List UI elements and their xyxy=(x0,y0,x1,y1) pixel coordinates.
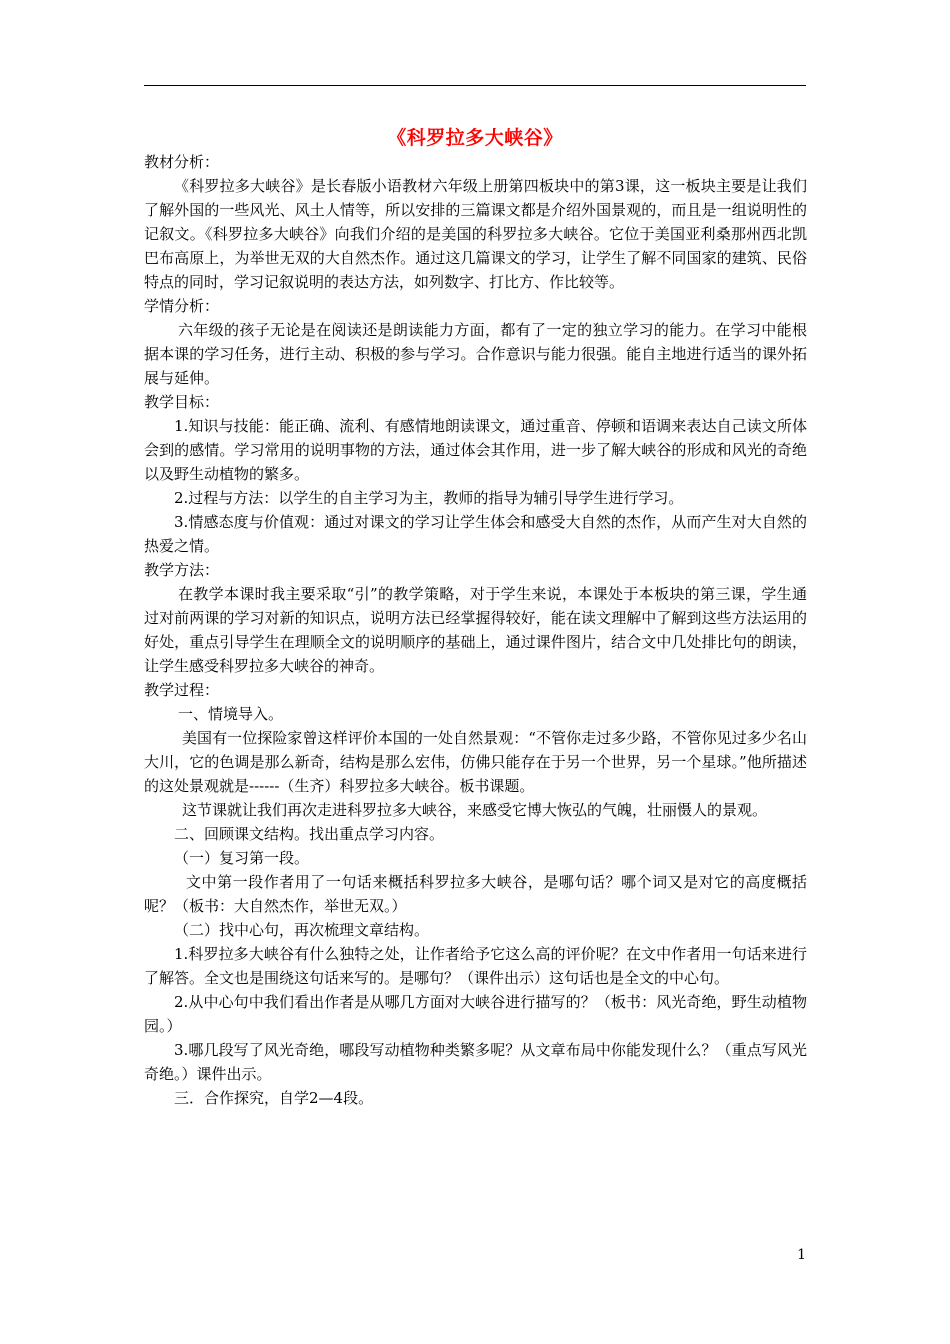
paragraph-step-2-question-1: 1.科罗拉多大峡谷有什么独特之处，让作者给予它这么高的评价呢？在文中作者用一句话来进行了解答。全文也是围绕这句话来写的。是哪句？（课件出示）这句话也是全文的中心句。 xyxy=(144,945,807,987)
paragraph-step-2-part-1-body: 文中第一段作者用了一句话来概括科罗拉多大峡谷，是哪句话？哪个词又是对它的高度概括呢？（板书：大自然杰作，举世无双。） xyxy=(144,873,807,915)
paragraph-step-2-question-3: 3.哪几段写了风光奇绝，哪段写动植物种类繁多呢？从文章布局中你能发现什么？（重点写风光奇绝。）课件出示。 xyxy=(144,1041,807,1083)
paragraph-textbook-analysis: 《科罗拉多大峡谷》是长春版小语教材六年级上册第四板块中的第3课，这一板块主要是让我们了解外国的一些风光、风土人情等，所以安排的三篇课文都是介绍外国景观的，而且是一组说明性的记叙文。《科罗拉多大峡谷》向我们介绍的是美国的科罗拉多大峡谷。它位于美国亚利桑那州西北凯巴布高原上，为举世无双的大自然杰作。通过这几篇课文的学习，让学生了解不同国家的建筑、民俗特点的同时，学习记叙说明的表达方法，如列数字、打比方、作比较等。 xyxy=(144,177,807,291)
paragraph-goal-3: 3.情感态度与价值观：通过对课文的学习让学生体会和感受大自然的杰作，从而产生对大自然的热爱之情。 xyxy=(144,513,807,555)
paragraph-step-1-closing: 这节课就让我们再次走进科罗拉多大峡谷，来感受它博大恢弘的气魄，壮丽慑人的景观。 xyxy=(182,801,768,819)
paragraph-learner-analysis: 六年级的孩子无论是在阅读还是朗读能力方面，都有了一定的独立学习的能力。在学习中能根据本课的学习任务，进行主动、积极的参与学习。合作意识与能力很强。能自主地进行适当的课外拓展与延伸。 xyxy=(144,321,807,387)
paragraph-step-2-heading: 二、回顾课文结构。找出重点学习内容。 xyxy=(174,825,445,843)
page-number: 1 xyxy=(797,1247,806,1263)
paragraph-step-1-body: 美国有一位探险家曾这样评价本国的一处自然景观：“不管你走过多少路，不管你见过多少名山大川，它的色调是那么新奇，结构是那么宏伟，仿佛只能存在于另一个世界，另一个星球。”他所描述的这处景观就是------（生齐）科罗拉多大峡谷。板书课题。 xyxy=(144,729,807,795)
paragraph-goal-1: 1.知识与技能：能正确、流利、有感情地朗读课文，通过重音、停顿和语调来表达自己读文所体会到的感情。学习常用的说明事物的方法，通过体会其作用，进一步了解大峡谷的形成和风光的奇绝以及野生动植物的繁多。 xyxy=(144,417,807,483)
paragraph-step-2-question-2: 2.从中心句中我们看出作者是从哪几方面对大峡谷进行描写的？（板书：风光奇绝，野生动植物园。） xyxy=(144,993,807,1035)
paragraph-teaching-method: 在教学本课时我主要采取“引”的教学策略，对于学生来说，本课处于本板块的第三课，学生通过对前两课的学习对新的知识点，说明方法已经掌握得较好，能在读文理解中了解到这些方法运用的好处，重点引导学生在理顺全文的说明顺序的基础上，通过课件图片，结合文中几处排比句的朗读，让学生感受科罗拉多大峡谷的神奇。 xyxy=(144,585,807,675)
section-heading-teaching-method: 教学方法： xyxy=(144,561,220,579)
paragraph-goal-2: 2.过程与方法：以学生的自主学习为主，教师的指导为辅引导学生进行学习。 xyxy=(174,489,684,507)
paragraph-step-3-heading: 三．合作探究，自学2—4段。 xyxy=(174,1089,374,1107)
section-heading-teaching-process: 教学过程： xyxy=(144,681,220,699)
document-title: 《科罗拉多大峡谷》 xyxy=(387,127,563,149)
paragraph-step-2-part-1: （一）复习第一段。 xyxy=(174,849,310,867)
section-heading-textbook-analysis: 教材分析： xyxy=(144,153,220,171)
paragraph-step-1-heading: 一、情境导入。 xyxy=(178,705,284,723)
section-heading-learner-analysis: 学情分析： xyxy=(144,297,220,315)
section-heading-teaching-goals: 教学目标： xyxy=(144,393,220,411)
header-rule xyxy=(144,85,806,86)
paragraph-step-2-part-2: （二）找中心句，再次梳理文章结构。 xyxy=(174,921,430,939)
document-body xyxy=(144,150,807,1110)
